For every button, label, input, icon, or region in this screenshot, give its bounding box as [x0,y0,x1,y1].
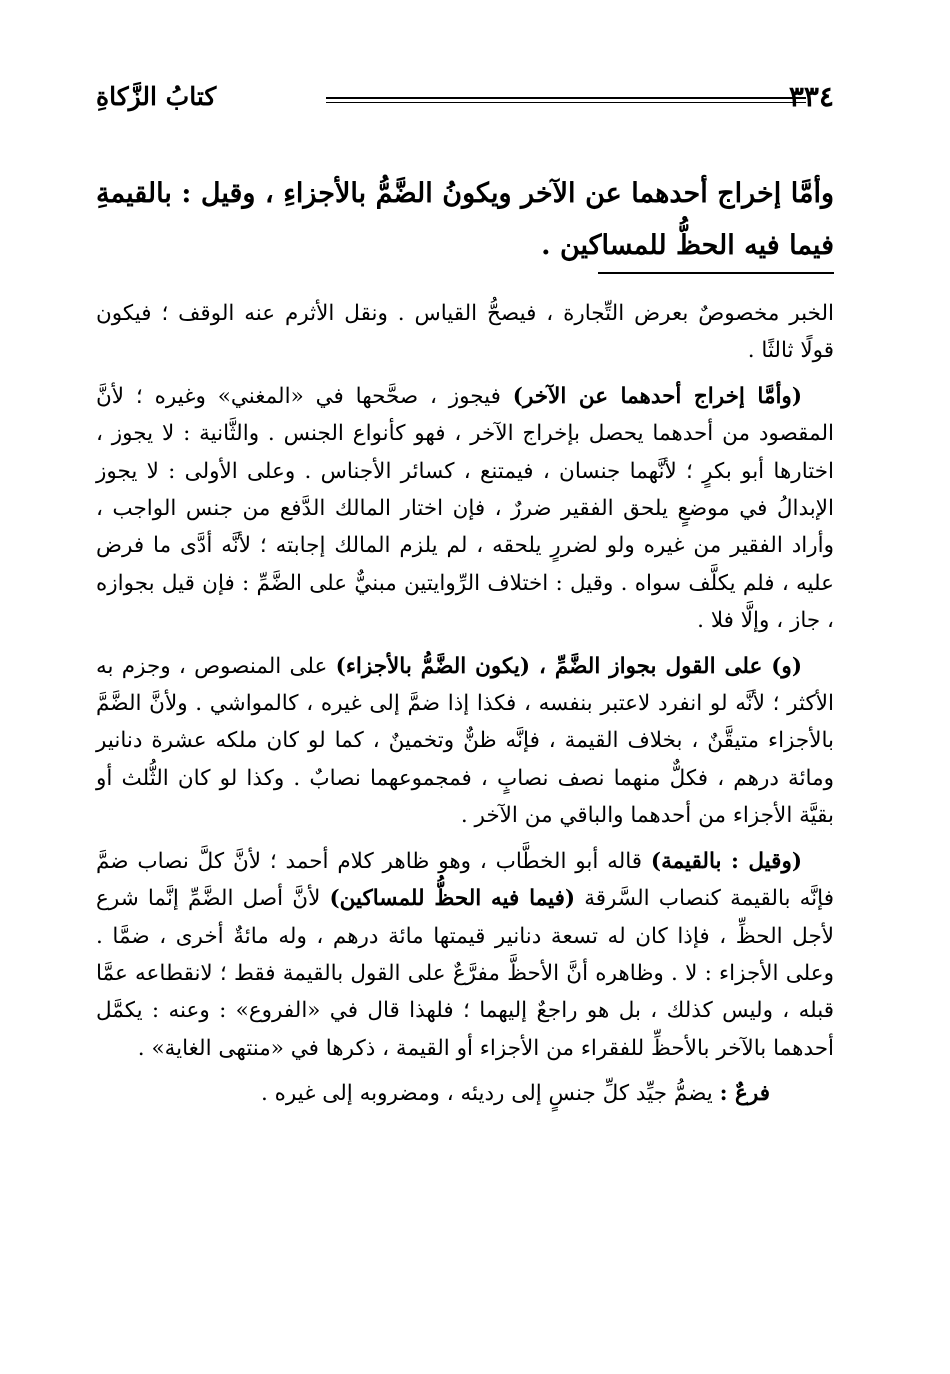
paragraph-text: قاله أبو الخطَّاب ، وهو ظاهر كلام أحمد ؛ لأنَّ كلَّ نصاب ضمَّ فإنَّه بالقيمة كنصاب السَّرقة [96,848,834,912]
paragraph-text: فيجوز ، صحَّحها في «المغني» وغيره ؛ لأنَّ المقصود من أحدهما يحصل بإخراج الآخر ، فهو كأنواع الجنس . والثَّانية : لا يجوز ، اختارها أبو بكرٍ ؛ لأنَّهما جنسان ، فيمتنع ، كسائر الأجناس . وعلى الأولى : لا يجوز الإبدالُ في موضعٍ يلحق الفقير ضررٌ ، فإن اختار المالك الدَّفع من جنس الواجب ، وأراد الفقير من غيره ولو لضررٍ يلحقه ، لم يلزم المالك إجابته ؛ لأنَّه أدَّى ما فرض عليه ، فلم يكلَّف سواه . وقيل : اختلاف الرِّوايتين مبنيٌّ على الضَّمِّ : فإن قيل بجوازه ، جاز ، وإلَّا فلا . [96,383,834,634]
commentary-paragraph [96,1075,834,1112]
commentary-paragraph [96,648,834,835]
quoted-matn: (فيما فيه الحظُّ للمساكين) [329,886,576,912]
paragraph-text: الخبر مخصوصٌ بعرض التِّجارة ، فيصحُّ القياس . ونقل الأثرم عنه الوقف ؛ فيكون قولًا ثالثًا . [96,301,835,364]
commentary-paragraph [96,378,834,640]
paragraph-text: لأنَّ أصل الضَّمِّ إنَّما شرع لأجل الحظِّ ، فإذا كان له تسعة دنانير قيمتها مائة درهم ، وله مائةٌ أخرى ، ضمَّا . وعلى الأجزاء : لا . وظاهره أنَّ الأحظَّ مفرَّعٌ على القول بالقيمة فقط ؛ لانقطاعه عمَّا قبله ، وليس كذلك ، بل هو راجعٌ إليهما ؛ فلهذا قال في «الفروع» : وعنه : يكمَّل أحدهما بالآخر بالأحظِّ للفقراء من الأجزاء أو القيمة ، ذكرها في «منتهى الغاية» . [96,886,834,1061]
commentary-paragraph [96,843,834,1067]
matn-text: وأمَّا إخراج أحدهما عن الآخر ويكونُ الضَّمُّ بالأجزاءِ ، وقيل : بالقيمةِ فيما فيه الحظُّ للمساكين . [96,178,834,261]
paragraph-text: يضمُّ جيِّد كلِّ جنسٍ إلى رديئه ، ومضروبه إلى غيره . [260,1081,720,1107]
book-title: كتابُ الزَّكاةِ [96,82,217,111]
quoted-matn: (يكون الضَّمُّ بالأجزاء) [335,653,531,679]
paragraph-text: على المنصوص ، وجزم به الأكثر ؛ لأنَّه لو انفرد لاعتبر بنفسه ، فكذا إذا ضمَّ إلى غيره ، كالمواشي . ولأنَّ الضَّمَّ بالأجزاء متيقَّنٌ ، بخلاف القيمة ، فإنَّه ظنٌّ وتخمينٌ ، كما لو كان ملكه عشرة دنانير ومائة درهم ، فكلٌّ منهما نصف نصابٍ ، فمجموعهما نصابٌ . وكذا لو كان الثُّلث أو بقيَّة الأجزاء من أحدهما والباقي من الآخر . [96,653,834,829]
page-number: ٣٣٤ [788,80,834,113]
far-label: فرعٌ : [719,1081,770,1107]
quoted-matn: (و) على القول بجواز الضَّمِّ ، [530,653,802,679]
matn-separator [598,272,834,274]
quoted-matn: (وقيل : بالقيمة) [650,848,802,874]
header-rule [326,97,806,103]
commentary-paragraph [96,295,834,370]
commentary [96,295,834,1121]
quoted-matn: (وأمَّا إخراج أحدهما عن الآخر) [512,383,802,409]
running-header [96,80,834,120]
